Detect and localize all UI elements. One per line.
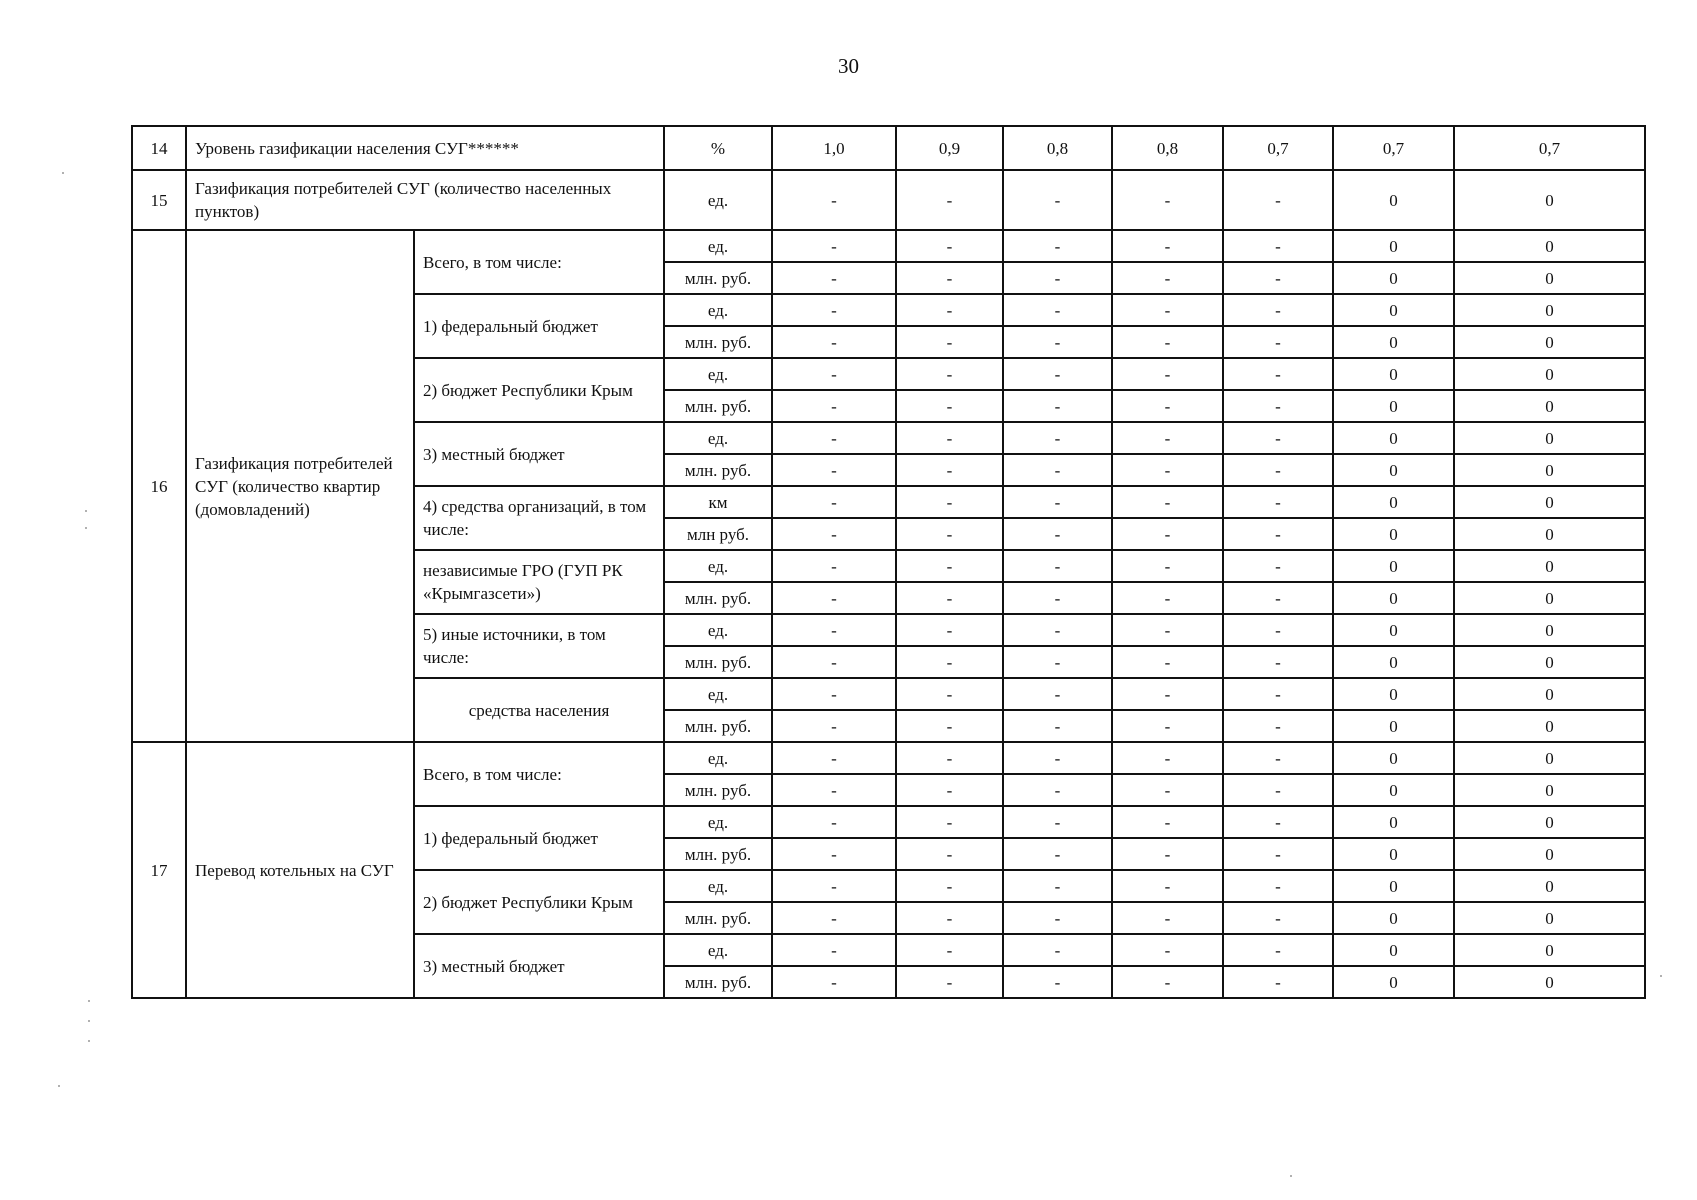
value-cell: -	[1003, 454, 1112, 486]
unit-cell: млн. руб.	[664, 774, 772, 806]
value-cell: -	[1003, 870, 1112, 902]
value-cell: -	[772, 262, 896, 294]
value-cell: -	[896, 454, 1003, 486]
value-cell: -	[772, 966, 896, 998]
scan-speck	[88, 1020, 90, 1022]
value-cell: 0	[1333, 454, 1454, 486]
value-cell: 0	[1454, 550, 1645, 582]
funding-source-label: 3) местный бюджет	[414, 934, 664, 998]
value-cell: 0	[1454, 870, 1645, 902]
row-number: 14	[132, 126, 186, 170]
value-cell: 0,7	[1454, 126, 1645, 170]
unit-cell: ед.	[664, 230, 772, 262]
value-cell: -	[1223, 838, 1333, 870]
value-cell: -	[1112, 710, 1223, 742]
value-cell: -	[772, 646, 896, 678]
scan-speck	[62, 172, 64, 174]
table-row	[132, 126, 1645, 170]
value-cell: -	[1223, 614, 1333, 646]
value-cell: -	[1003, 262, 1112, 294]
scan-speck	[88, 1000, 90, 1002]
funding-source-label: Всего, в том числе:	[414, 230, 664, 294]
value-cell: -	[1112, 326, 1223, 358]
value-cell: -	[772, 614, 896, 646]
scan-speck	[85, 527, 87, 529]
value-cell: -	[1003, 326, 1112, 358]
value-cell: -	[1223, 902, 1333, 934]
value-cell: 0	[1454, 838, 1645, 870]
value-cell: -	[1003, 358, 1112, 390]
value-cell: 0	[1333, 710, 1454, 742]
value-cell: 0	[1454, 486, 1645, 518]
value-cell: -	[1003, 710, 1112, 742]
value-cell: -	[1223, 550, 1333, 582]
value-cell: 0	[1333, 774, 1454, 806]
value-cell: 0	[1454, 358, 1645, 390]
value-cell: -	[772, 582, 896, 614]
unit-cell: ед.	[664, 870, 772, 902]
value-cell: -	[1003, 486, 1112, 518]
unit-cell: ед.	[664, 614, 772, 646]
value-cell: -	[896, 582, 1003, 614]
value-cell: -	[1112, 170, 1223, 230]
indicators-table	[131, 125, 1646, 999]
value-cell: -	[772, 710, 896, 742]
value-cell: 0,8	[1003, 126, 1112, 170]
value-cell: -	[896, 614, 1003, 646]
unit-cell: ед.	[664, 170, 772, 230]
value-cell: -	[1112, 390, 1223, 422]
funding-source-label: 2) бюджет Республики Крым	[414, 870, 664, 934]
value-cell: -	[772, 774, 896, 806]
value-cell: -	[772, 838, 896, 870]
value-cell: -	[1223, 646, 1333, 678]
value-cell: -	[896, 390, 1003, 422]
row-number: 17	[132, 742, 186, 998]
unit-cell: ед.	[664, 358, 772, 390]
value-cell: -	[896, 326, 1003, 358]
value-cell: -	[1223, 454, 1333, 486]
value-cell: -	[772, 678, 896, 710]
value-cell: -	[1223, 294, 1333, 326]
value-cell: -	[1003, 518, 1112, 550]
scan-speck	[58, 1085, 60, 1087]
value-cell: -	[1003, 550, 1112, 582]
unit-cell: ед.	[664, 742, 772, 774]
value-cell: -	[896, 966, 1003, 998]
value-cell: -	[1112, 422, 1223, 454]
value-cell: -	[896, 358, 1003, 390]
value-cell: -	[1003, 742, 1112, 774]
value-cell: -	[896, 294, 1003, 326]
value-cell: -	[896, 170, 1003, 230]
funding-source-label: независимые ГРО (ГУП РК «Крымгазсети»)	[414, 550, 664, 614]
funding-source-label: 3) местный бюджет	[414, 422, 664, 486]
value-cell: -	[772, 294, 896, 326]
value-cell: -	[896, 550, 1003, 582]
value-cell: -	[772, 486, 896, 518]
table-row	[132, 230, 1645, 262]
value-cell: 0	[1454, 294, 1645, 326]
unit-cell: ед.	[664, 550, 772, 582]
unit-cell: ед.	[664, 934, 772, 966]
value-cell: -	[772, 806, 896, 838]
funding-source-label: 2) бюджет Республики Крым	[414, 358, 664, 422]
value-cell: 0,7	[1333, 126, 1454, 170]
value-cell: 0,8	[1112, 126, 1223, 170]
value-cell: 0	[1454, 170, 1645, 230]
unit-cell: млн. руб.	[664, 390, 772, 422]
value-cell: -	[1223, 710, 1333, 742]
unit-cell: млн. руб.	[664, 902, 772, 934]
value-cell: 0	[1333, 358, 1454, 390]
value-cell: -	[1223, 742, 1333, 774]
unit-cell: млн. руб.	[664, 582, 772, 614]
unit-cell: млн. руб.	[664, 262, 772, 294]
value-cell: -	[1223, 518, 1333, 550]
value-cell: -	[1223, 486, 1333, 518]
table-row	[132, 170, 1645, 230]
value-cell: -	[1003, 614, 1112, 646]
value-cell: -	[1223, 262, 1333, 294]
value-cell: -	[772, 358, 896, 390]
value-cell: 0	[1454, 614, 1645, 646]
value-cell: 0	[1454, 902, 1645, 934]
value-cell: -	[1003, 966, 1112, 998]
value-cell: -	[1003, 582, 1112, 614]
value-cell: 0	[1454, 934, 1645, 966]
indicator-name: Газификация потребителей СУГ (количество населенных пунктов)	[186, 170, 664, 230]
value-cell: -	[1003, 774, 1112, 806]
value-cell: 0	[1333, 966, 1454, 998]
value-cell: 0	[1333, 550, 1454, 582]
value-cell: -	[1003, 678, 1112, 710]
value-cell: -	[896, 678, 1003, 710]
value-cell: -	[1223, 806, 1333, 838]
value-cell: -	[772, 870, 896, 902]
value-cell: -	[1223, 966, 1333, 998]
value-cell: -	[1112, 902, 1223, 934]
unit-cell: млн. руб.	[664, 646, 772, 678]
value-cell: -	[896, 902, 1003, 934]
funding-source-label: 4) средства организаций, в том числе:	[414, 486, 664, 550]
value-cell: -	[772, 170, 896, 230]
value-cell: -	[772, 230, 896, 262]
value-cell: -	[1223, 678, 1333, 710]
value-cell: -	[1112, 518, 1223, 550]
value-cell: 0	[1333, 870, 1454, 902]
value-cell: -	[896, 742, 1003, 774]
value-cell: -	[1112, 678, 1223, 710]
value-cell: -	[896, 774, 1003, 806]
value-cell: 0	[1454, 326, 1645, 358]
value-cell: -	[1223, 934, 1333, 966]
indicator-name: Перевод котельных на СУГ	[186, 742, 414, 998]
unit-cell: %	[664, 126, 772, 170]
value-cell: 0	[1333, 838, 1454, 870]
value-cell: 0	[1333, 326, 1454, 358]
value-cell: -	[1112, 582, 1223, 614]
value-cell: 0	[1454, 582, 1645, 614]
value-cell: 0	[1333, 678, 1454, 710]
value-cell: -	[1223, 870, 1333, 902]
value-cell: 0	[1333, 902, 1454, 934]
unit-cell: ед.	[664, 678, 772, 710]
value-cell: -	[896, 934, 1003, 966]
value-cell: -	[772, 902, 896, 934]
value-cell: -	[896, 806, 1003, 838]
value-cell: -	[896, 870, 1003, 902]
value-cell: -	[1112, 230, 1223, 262]
value-cell: 0	[1333, 294, 1454, 326]
unit-cell: млн. руб.	[664, 454, 772, 486]
table-row	[132, 742, 1645, 774]
unit-cell: млн. руб.	[664, 710, 772, 742]
value-cell: 0	[1333, 806, 1454, 838]
value-cell: -	[772, 550, 896, 582]
value-cell: -	[1112, 646, 1223, 678]
value-cell: 0	[1454, 230, 1645, 262]
value-cell: -	[1223, 390, 1333, 422]
scan-speck	[1290, 1175, 1292, 1177]
scan-speck	[1660, 975, 1662, 977]
unit-cell: ед.	[664, 422, 772, 454]
funding-source-label: 1) федеральный бюджет	[414, 806, 664, 870]
value-cell: -	[1223, 358, 1333, 390]
value-cell: -	[1003, 390, 1112, 422]
value-cell: 0	[1333, 518, 1454, 550]
indicator-name: Уровень газификации населения СУГ******	[186, 126, 664, 170]
scan-speck	[88, 1040, 90, 1042]
unit-cell: км	[664, 486, 772, 518]
value-cell: -	[772, 518, 896, 550]
value-cell: 0	[1333, 262, 1454, 294]
value-cell: 0	[1454, 454, 1645, 486]
value-cell: -	[896, 518, 1003, 550]
unit-cell: млн. руб.	[664, 966, 772, 998]
value-cell: 0	[1454, 742, 1645, 774]
value-cell: -	[1003, 170, 1112, 230]
unit-cell: млн. руб.	[664, 838, 772, 870]
unit-cell: млн. руб.	[664, 326, 772, 358]
value-cell: -	[1112, 486, 1223, 518]
value-cell: 0	[1454, 966, 1645, 998]
value-cell: -	[1003, 902, 1112, 934]
value-cell: 0	[1333, 934, 1454, 966]
value-cell: 0	[1333, 486, 1454, 518]
value-cell: -	[896, 710, 1003, 742]
value-cell: -	[1112, 262, 1223, 294]
value-cell: -	[1112, 774, 1223, 806]
value-cell: 1,0	[772, 126, 896, 170]
value-cell: -	[1003, 294, 1112, 326]
value-cell: 0	[1333, 230, 1454, 262]
funding-source-label: 1) федеральный бюджет	[414, 294, 664, 358]
value-cell: -	[772, 422, 896, 454]
value-cell: -	[1223, 170, 1333, 230]
value-cell: -	[1112, 934, 1223, 966]
value-cell: 0	[1454, 646, 1645, 678]
value-cell: -	[896, 646, 1003, 678]
indicator-name: Газификация потребителей СУГ (количество квартир (домовладений)	[186, 230, 414, 742]
value-cell: -	[1003, 230, 1112, 262]
value-cell: -	[1003, 422, 1112, 454]
value-cell: 0	[1454, 774, 1645, 806]
value-cell: -	[1112, 838, 1223, 870]
value-cell: 0	[1454, 390, 1645, 422]
value-cell: 0	[1333, 390, 1454, 422]
value-cell: -	[1112, 870, 1223, 902]
value-cell: -	[772, 742, 896, 774]
value-cell: -	[1112, 454, 1223, 486]
unit-cell: ед.	[664, 294, 772, 326]
value-cell: -	[1003, 806, 1112, 838]
value-cell: -	[1223, 326, 1333, 358]
value-cell: 0	[1333, 582, 1454, 614]
value-cell: 0	[1454, 806, 1645, 838]
value-cell: -	[1223, 774, 1333, 806]
unit-cell: млн руб.	[664, 518, 772, 550]
unit-cell: ед.	[664, 806, 772, 838]
row-number: 16	[132, 230, 186, 742]
value-cell: 0	[1454, 262, 1645, 294]
value-cell: -	[1112, 806, 1223, 838]
value-cell: 0	[1333, 742, 1454, 774]
value-cell: -	[1112, 742, 1223, 774]
page-number: 30	[838, 54, 859, 78]
value-cell: -	[1003, 646, 1112, 678]
value-cell: -	[772, 454, 896, 486]
value-cell: -	[772, 390, 896, 422]
value-cell: 0	[1333, 646, 1454, 678]
value-cell: 0	[1333, 422, 1454, 454]
funding-source-label: средства населения	[414, 678, 664, 742]
funding-source-label: Всего, в том числе:	[414, 742, 664, 806]
value-cell: -	[1003, 838, 1112, 870]
value-cell: -	[896, 422, 1003, 454]
value-cell: 0	[1454, 518, 1645, 550]
value-cell: -	[1223, 230, 1333, 262]
value-cell: -	[896, 230, 1003, 262]
value-cell: 0	[1454, 710, 1645, 742]
value-cell: -	[772, 326, 896, 358]
scan-speck	[85, 510, 87, 512]
value-cell: -	[1223, 582, 1333, 614]
value-cell: -	[896, 486, 1003, 518]
value-cell: -	[896, 262, 1003, 294]
value-cell: -	[896, 838, 1003, 870]
value-cell: 0	[1333, 170, 1454, 230]
row-number: 15	[132, 170, 186, 230]
value-cell: -	[1112, 294, 1223, 326]
value-cell: -	[1112, 550, 1223, 582]
value-cell: 0,7	[1223, 126, 1333, 170]
value-cell: 0	[1333, 614, 1454, 646]
value-cell: 0	[1454, 678, 1645, 710]
value-cell: 0	[1454, 422, 1645, 454]
funding-source-label: 5) иные источники, в том числе:	[414, 614, 664, 678]
value-cell: -	[1223, 422, 1333, 454]
value-cell: -	[1112, 966, 1223, 998]
value-cell: 0,9	[896, 126, 1003, 170]
value-cell: -	[772, 934, 896, 966]
value-cell: -	[1003, 934, 1112, 966]
value-cell: -	[1112, 614, 1223, 646]
value-cell: -	[1112, 358, 1223, 390]
